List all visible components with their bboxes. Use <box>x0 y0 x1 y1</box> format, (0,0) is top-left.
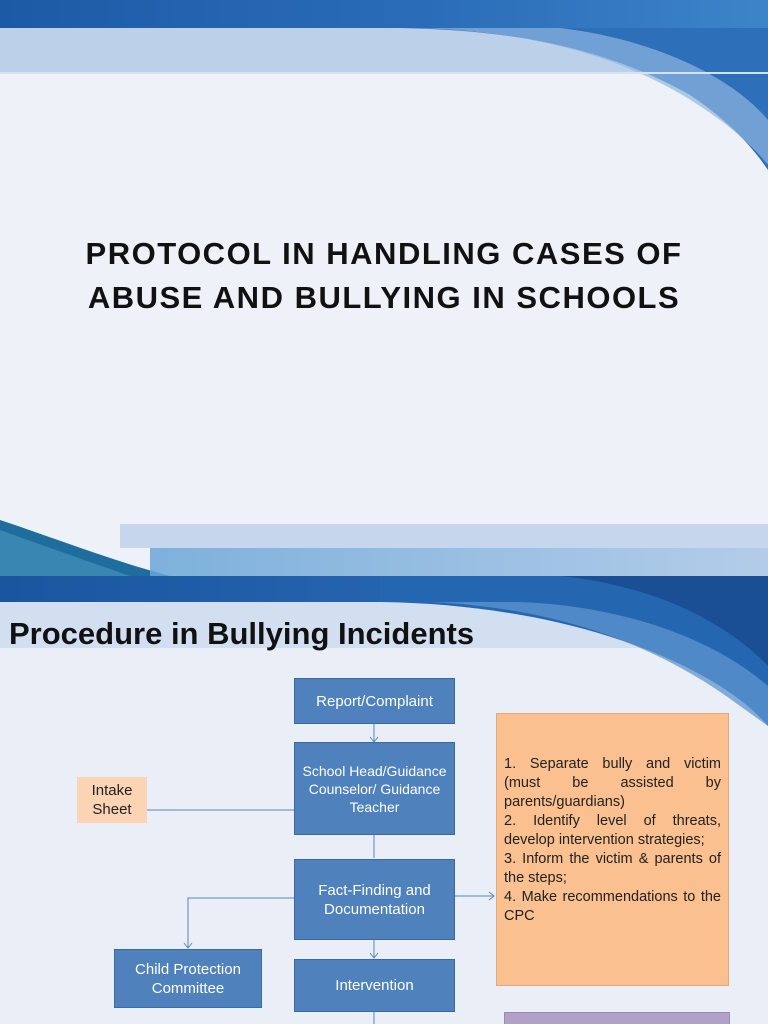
presentation-title <box>0 232 768 320</box>
step-4: 4. Make recommendations to the CPC <box>504 889 721 924</box>
step-2: 2. Identify level of threats, develop intervention strategies; <box>504 813 721 848</box>
school-head-box: School Head/Guidance Counselor/ Guidance Teacher <box>294 742 455 835</box>
slide-title: Procedure in Bullying Incidents <box>9 616 475 651</box>
fact-finding-box: Fact-Finding and Documentation <box>294 859 455 940</box>
report-complaint-box: Report/Complaint <box>294 678 455 724</box>
lower-purple-box <box>504 1012 730 1024</box>
intake-sheet-box: Intake Sheet <box>77 777 147 823</box>
child-protection-committee-box: Child Protection Committee <box>114 949 262 1008</box>
connector-fact-to-cpc <box>188 898 294 948</box>
intervention-box: Intervention <box>294 959 455 1012</box>
step-3: 3. Inform the victim & parents of the steps; <box>504 851 721 886</box>
title-line-2: ABUSE AND BULLYING IN SCHOOLS <box>87 280 681 315</box>
title-line-1: PROTOCOL IN HANDLING CASES OF <box>85 236 683 271</box>
procedure-slide <box>0 576 768 1024</box>
step-1: 1. Separate bully and victim (must be assisted by parents/guardians) <box>504 756 721 810</box>
steps-box <box>496 713 729 986</box>
